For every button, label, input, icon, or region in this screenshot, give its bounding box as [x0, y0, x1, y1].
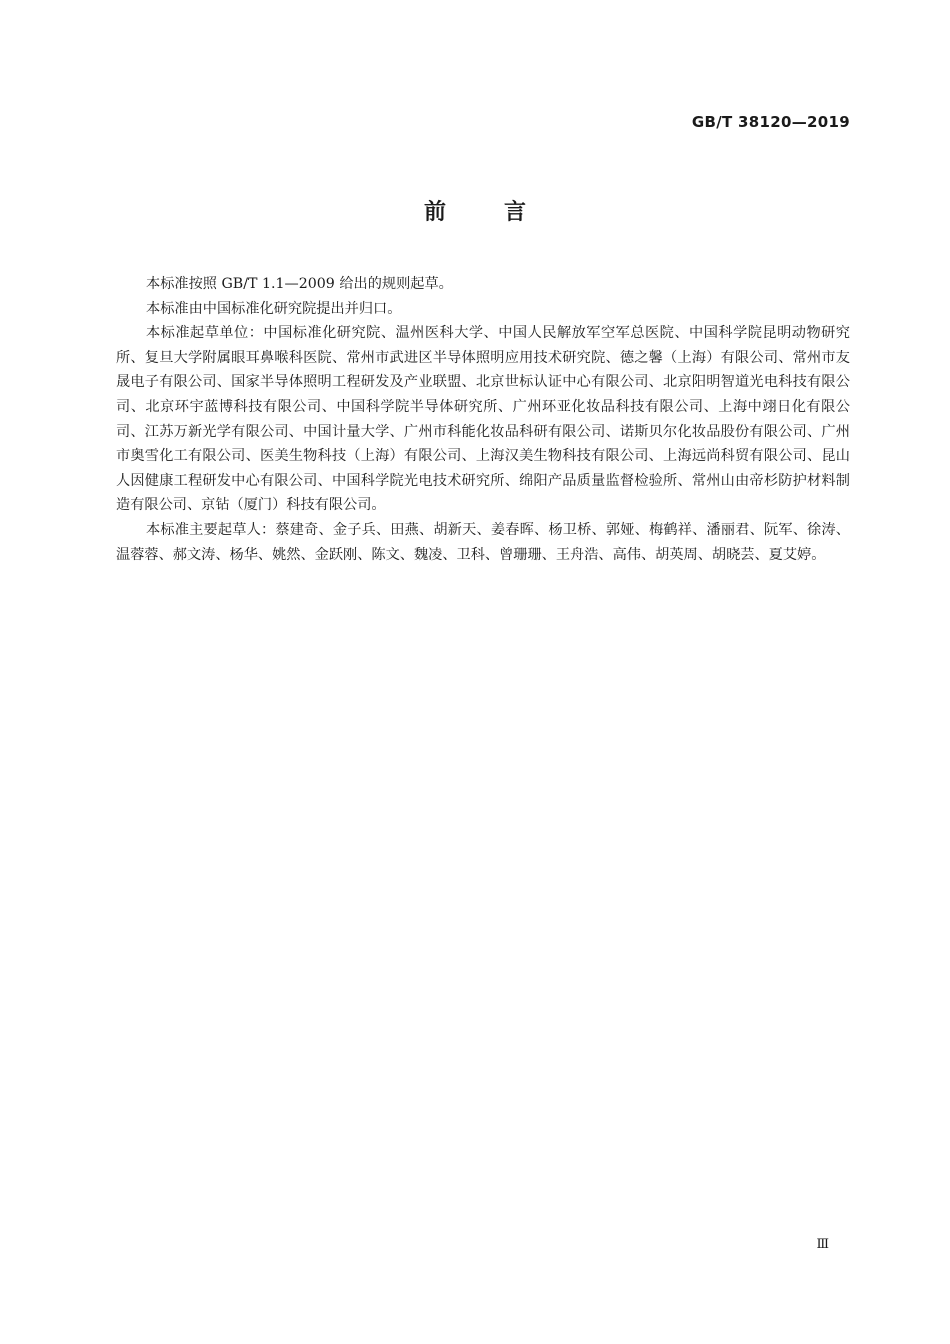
page-title: 前言: [423, 200, 584, 225]
paragraph-drafting-units: 本标准起草单位：中国标准化研究院、温州医科大学、中国人民解放军空军总医院、中国科学院昆明动物研究所、复旦大学附属眼耳鼻喉科医院、常州市武进区半导体照明应用技术研究院、德之馨（上海）有限公司、常州市友晟电子有限公司、国家半导体照明工程研发及产业联盟、北京世标认证中心有限公司、北京阳明智道光电科技有限公司、北京环宇蓝博科技有限公司、中国科学院半导体研究所、广州环亚化妆品科技有限公司、上海中翊日化有限公司、江苏万新光学有限公司、中国计量大学、广州市科能化妆品科研有限公司、诺斯贝尔化妆品股份有限公司、广州市奥雪化工有限公司、医美生物科技（上海）有限公司、上海汉美生物科技有限公司、上海远尚科贸有限公司、昆山人因健康工程研发中心有限公司、中国科学院光电技术研究所、绵阳产品质量监督检验所、常州山由帝杉防护材料制造有限公司、京钻（厦门）科技有限公司。: [116, 325, 850, 514]
page-number: Ⅲ: [816, 1237, 829, 1252]
paragraph-proposer: 本标准由中国标准化研究院提出并归口。: [146, 300, 402, 317]
standard-number: GB/T 38120—2019: [691, 113, 850, 131]
foreword-body: [116, 272, 850, 567]
paragraph-drafting-rules: 本标准按照 GB/T 1.1—2009 给出的规则起草。: [146, 276, 453, 292]
paragraph-main-drafters: 本标准主要起草人：蔡建奇、金子兵、田燕、胡新天、姜春晖、杨卫桥、郭娅、梅鹤祥、潘丽君、阮军、徐涛、温蓉蓉、郝文涛、杨华、姚然、金跃刚、陈文、魏凌、卫科、曾珊珊、王舟浩、高伟、胡英周、胡晓芸、夏艾婷。: [116, 521, 850, 563]
